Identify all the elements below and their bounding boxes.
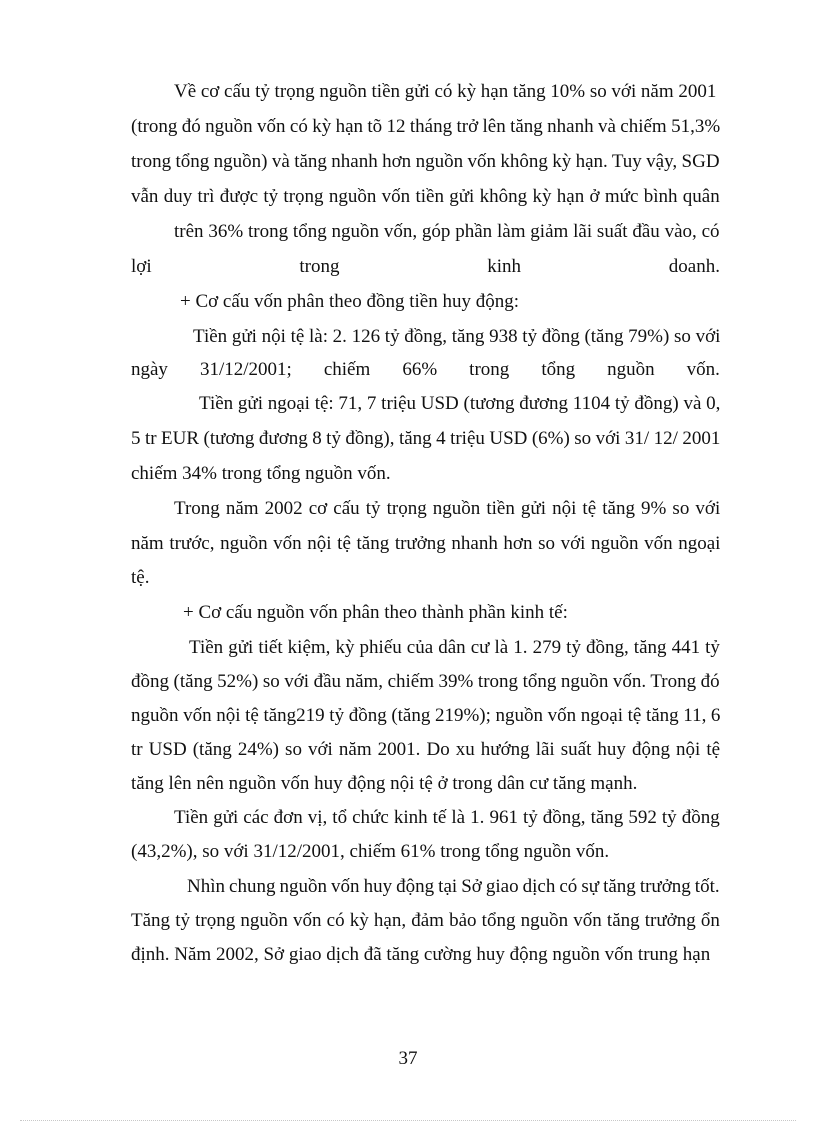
text-line: chiếm 34% trong tổng nguồn vốn. [131,463,391,484]
page-number: 37 [398,1048,418,1069]
word: kinh [487,256,522,277]
text-line: tệ. [131,567,150,588]
word: ngày [131,359,168,380]
text-line: Tăng tỷ trọng nguồn vốn có kỳ hạn, đảm bảo tổng nguồn vốn tăng trưởng ổn [131,910,720,931]
word: nguồn [607,359,655,380]
text-line: tăng lên nên nguồn vốn huy động nội tệ ở trong dân cư tăng mạnh. [131,773,638,794]
text-line: (trong đó nguồn vốn có kỳ hạn tõ 12 tháng trở lên tăng nhanh và chiếm 51,3% [131,116,720,137]
text-line: Về cơ cấu tỷ trọng nguồn tiền gửi có kỳ hạn tăng 10% so với năm 2001 [174,81,716,102]
word: 31/12/2001; [199,359,292,380]
text-line: Tiền gửi nội tệ là: 2. 126 tỷ đồng, tăng 938 tỷ đồng (tăng 79%) so với [193,326,720,347]
text-line: trong tổng nguồn) và tăng nhanh hơn nguồn vốn không kỳ hạn. Tuy vậy, SGD [131,151,720,172]
word: trong [469,359,510,380]
text-line: đồng (tăng 52%) so với đầu năm, chiếm 39% trong tổng nguồn vốn. Trong đó [131,671,720,692]
text-line: Tiền gửi tiết kiệm, kỳ phiếu của dân cư là 1. 279 tỷ đồng, tăng 441 tỷ [189,637,720,658]
text-line: định. Năm 2002, Sở giao dịch đã tăng cường huy động nguồn vốn trung hạn [131,944,711,965]
word: vốn. [686,359,720,380]
text-line: Tiền gửi các đơn vị, tổ chức kinh tế là 1. 961 tỷ đồng, tăng 592 tỷ đồng [174,807,720,828]
text-line: 5 tr EUR (tương đương 8 tỷ đồng), tăng 4 triệu USD (6%) so với 31/ 12/ 2001 [131,428,720,449]
word: doanh. [668,256,720,277]
text-line: Trong năm 2002 cơ cấu tỷ trọng nguồn tiền gửi nội tệ tăng 9% so với [174,498,720,519]
word: lợi [131,256,152,277]
text-line: vẫn duy trì được tỷ trọng nguồn vốn tiền gửi không kỳ hạn ở mức bình quân [131,186,720,207]
word: tổng [541,359,576,380]
word: 66% [402,359,438,380]
text-line: trên 36% trong tổng nguồn vốn, góp phần làm giảm lãi suất đầu vào, có [174,221,720,242]
justified-line [131,255,720,279]
text-line: nguồn vốn nội tệ tăng219 tỷ đồng (tăng 219%); nguồn vốn ngoại tệ tăng 11, 6 [131,705,720,726]
text-line: Tiền gửi ngoại tệ: 71, 7 triệu USD (tương đương 1104 tỷ đồng) và 0, [199,393,720,414]
text-line: tr USD (tăng 24%) so với năm 2001. Do xu hướng lãi suất huy động nội tệ [131,739,720,760]
word: chiếm [323,359,371,380]
text-line: Nhìn chung nguồn vốn huy động tại Sở giao dịch có sự tăng trưởng tốt. [187,876,720,897]
text-line: (43,2%), so với 31/12/2001, chiếm 61% trong tổng nguồn vốn. [131,841,610,862]
section-heading: + Cơ cấu vốn phân theo đồng tiền huy động: [180,291,519,312]
word: trong [299,256,340,277]
section-heading: + Cơ cấu nguồn vốn phân theo thành phần kinh tế: [183,602,568,623]
page-bottom-divider [20,1120,796,1121]
text-line: năm trước, nguồn vốn nội tệ tăng trưởng nhanh hơn so với nguồn vốn ngoại [131,533,720,554]
justified-line [131,358,720,382]
